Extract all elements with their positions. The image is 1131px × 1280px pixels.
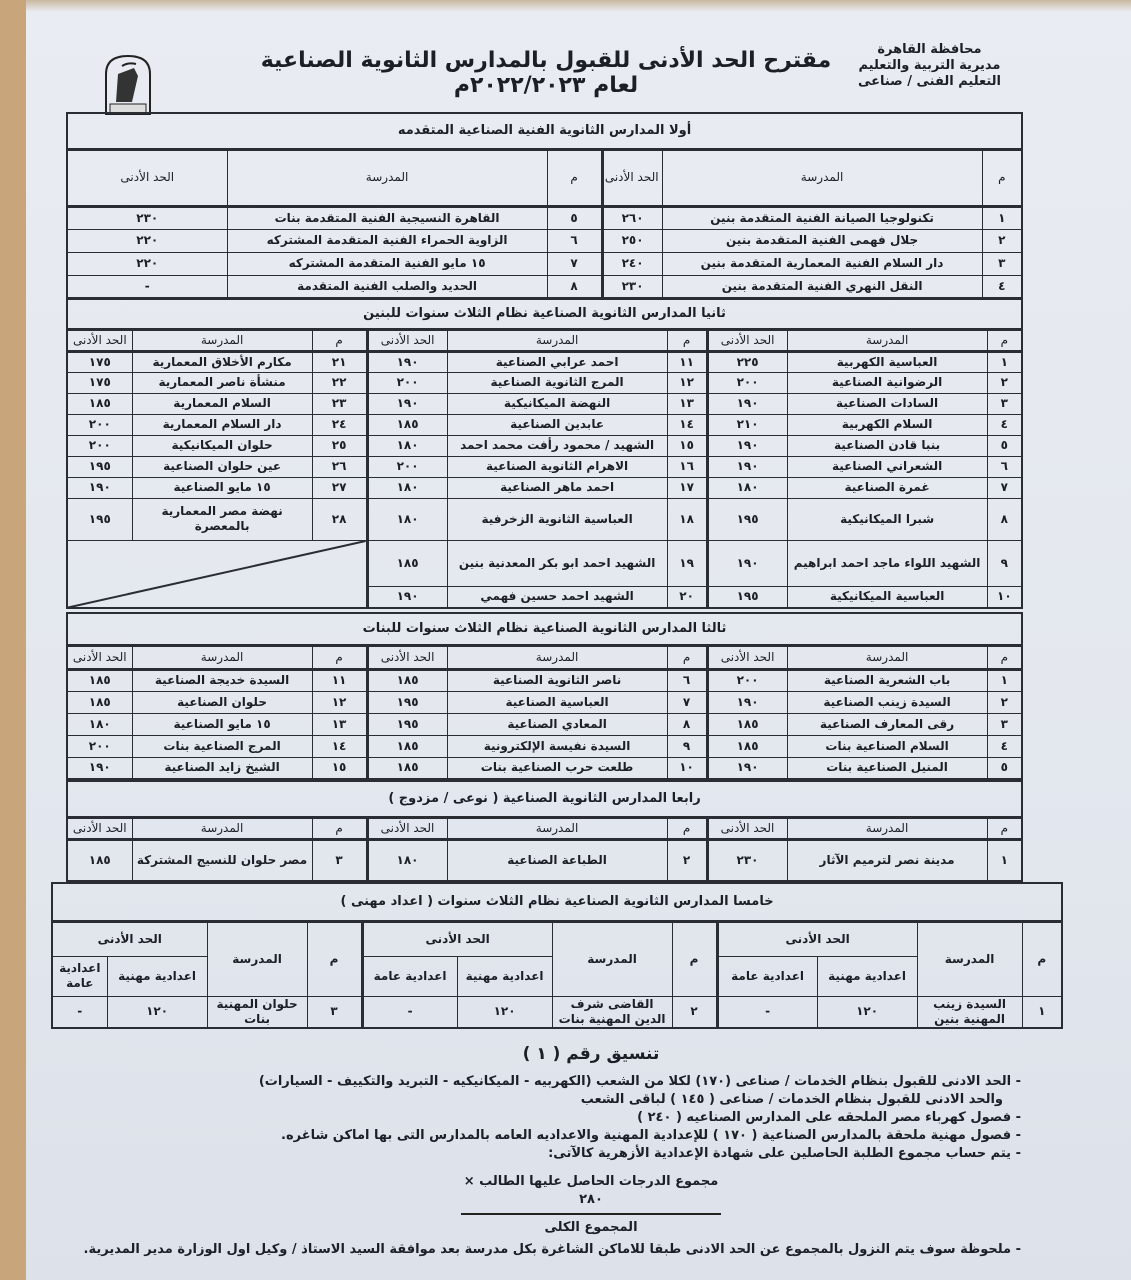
min-score-general: - bbox=[717, 996, 817, 1028]
row-number: ٢ bbox=[982, 229, 1022, 252]
min-score: ٢٠٠ bbox=[367, 456, 447, 477]
row-number: ١ bbox=[987, 669, 1022, 691]
col-header-school: المدرسة bbox=[447, 645, 667, 669]
school-name: احمد عرابي الصناعية bbox=[447, 351, 667, 372]
school-name: بنبا قادن الصناعية bbox=[787, 435, 987, 456]
min-score: ١٨٥ bbox=[367, 735, 447, 757]
col-header-num: م bbox=[547, 149, 602, 206]
school-name: ١٥ مايو الصناعية bbox=[132, 713, 312, 735]
school-name: ١٥ مايو الصناعية bbox=[132, 477, 312, 498]
school-name: منشأة ناصر المعمارية bbox=[132, 372, 312, 393]
table-row bbox=[67, 456, 1022, 477]
formula-denominator: المجموع الكلى bbox=[544, 1220, 638, 1235]
col-header-school: المدرسة bbox=[917, 921, 1022, 996]
row-number: ٣ bbox=[987, 713, 1022, 735]
min-score: ١٨٥ bbox=[707, 713, 787, 735]
min-score: ١٨٠ bbox=[67, 713, 132, 735]
col-header-num: م bbox=[987, 645, 1022, 669]
min-score: ١٨٠ bbox=[367, 839, 447, 881]
section-table-2 bbox=[66, 298, 1023, 609]
row-number: ٢٠ bbox=[667, 586, 707, 608]
col-header-school: المدرسة bbox=[447, 817, 667, 839]
row-number: ٩ bbox=[667, 735, 707, 757]
min-score: ١٧٥ bbox=[67, 351, 132, 372]
section-title-row bbox=[67, 613, 1022, 645]
cairo-governorate-logo bbox=[98, 52, 158, 118]
school-name: المنيل الصناعية بنات bbox=[787, 757, 987, 779]
school-name: المرج الثانوية الصناعية bbox=[447, 372, 667, 393]
header-row bbox=[67, 645, 1022, 669]
row-number: ٦ bbox=[547, 229, 602, 252]
row-number: ٢ bbox=[987, 691, 1022, 713]
row-number: ٢١ bbox=[312, 351, 367, 372]
row-number: ٧ bbox=[547, 252, 602, 275]
table-row bbox=[52, 996, 1062, 1028]
col-header-prep-general: اعدادية عامة bbox=[362, 956, 457, 996]
table-row bbox=[67, 414, 1022, 435]
coordination-notes bbox=[41, 1045, 1021, 1259]
school-name: دار السلام المعمارية bbox=[132, 414, 312, 435]
col-header-school: المدرسة bbox=[787, 645, 987, 669]
header-row bbox=[52, 921, 1062, 956]
school-name: عابدين الصناعية bbox=[447, 414, 667, 435]
school-name: الشيخ زايد الصناعية bbox=[132, 757, 312, 779]
col-header-min: الحد الأدنى bbox=[52, 921, 207, 956]
min-score: ١٨٠ bbox=[367, 498, 447, 540]
section-title: ثالثا المدارس الثانوية الصناعية نظام الثلاث سنوات للبنات bbox=[67, 613, 1022, 645]
table-row bbox=[67, 477, 1022, 498]
min-score: ١٨٠ bbox=[707, 477, 787, 498]
section-title: خامسا المدارس الثانوية الصناعية نظام الثلاث سنوات ( اعداد مهنى ) bbox=[52, 883, 1062, 921]
row-number: ١٥ bbox=[667, 435, 707, 456]
section-title-row bbox=[52, 883, 1062, 921]
school-name: غمرة الصناعية bbox=[787, 477, 987, 498]
col-header-min: الحد الأدنى bbox=[707, 645, 787, 669]
school-name: نهضة مصر المعمارية بالمعصرة bbox=[132, 498, 312, 540]
school-name: ١٥ مايو الفنية المتقدمة المشتركه bbox=[227, 252, 547, 275]
table-row bbox=[67, 393, 1022, 414]
col-header-min: الحد الأدنى bbox=[362, 921, 552, 956]
col-header-num: م bbox=[987, 817, 1022, 839]
min-score: ١٨٥ bbox=[367, 757, 447, 779]
row-number: ١ bbox=[987, 351, 1022, 372]
min-score: ٢٠٠ bbox=[707, 372, 787, 393]
school-name: العباسية الميكانيكية bbox=[787, 586, 987, 608]
row-number: ١٩ bbox=[667, 540, 707, 586]
school-name: مدينة نصر لترميم الآثار bbox=[787, 839, 987, 881]
note-line: والحد الادنى للقبول بنظام الخدمات / صناعى ( ١٤٥ ) لباقى الشعب bbox=[580, 1092, 1003, 1107]
section-title-row bbox=[67, 113, 1022, 149]
col-header-min: الحد الأدنى bbox=[707, 817, 787, 839]
table-row bbox=[67, 206, 1022, 229]
header-row bbox=[67, 329, 1022, 351]
school-name: السلام الصناعية بنات bbox=[787, 735, 987, 757]
table-row bbox=[67, 229, 1022, 252]
min-score: ١٩٥ bbox=[67, 498, 132, 540]
school-name: السيدة زينب الصناعية bbox=[787, 691, 987, 713]
diagonal-line bbox=[68, 541, 366, 608]
col-header-school: المدرسة bbox=[787, 329, 987, 351]
school-name: الاهرام الثانوية الصناعية bbox=[447, 456, 667, 477]
col-header-min: الحد الأدنى bbox=[67, 645, 132, 669]
table-row bbox=[67, 669, 1022, 691]
school-name: النهضة الميكانيكية bbox=[447, 393, 667, 414]
col-header-min: الحد الأدنى bbox=[717, 921, 917, 956]
table-row bbox=[67, 498, 1022, 540]
school-name: عين حلوان الصناعية bbox=[132, 456, 312, 477]
school-name: السيدة زينب المهنية بنين bbox=[917, 996, 1022, 1028]
table-row bbox=[67, 757, 1022, 779]
table-row bbox=[67, 735, 1022, 757]
min-score: ٢٦٠ bbox=[602, 206, 662, 229]
min-score: ٢٠٠ bbox=[67, 414, 132, 435]
note-line: - فصول كهرباء مصر الملحقه على المدارس الصناعيه ( ٢٤٠ ) bbox=[637, 1110, 1021, 1125]
min-score: ١٩٥ bbox=[67, 456, 132, 477]
row-number: ٤ bbox=[987, 414, 1022, 435]
school-name: الطباعة الصناعية bbox=[447, 839, 667, 881]
col-header-school: المدرسة bbox=[787, 817, 987, 839]
min-score: ٢٣٠ bbox=[707, 839, 787, 881]
school-name: السلام المعمارية bbox=[132, 393, 312, 414]
col-header-prep-general: اعدادية عامة bbox=[52, 956, 107, 996]
min-score: ١٩٥ bbox=[367, 691, 447, 713]
min-score: ١٩٠ bbox=[367, 393, 447, 414]
min-score: ١٩٠ bbox=[67, 757, 132, 779]
school-name: حلوان الميكانيكية bbox=[132, 435, 312, 456]
col-header-school: المدرسة bbox=[447, 329, 667, 351]
col-header-min: الحد الأدنى bbox=[67, 817, 132, 839]
row-number: ١٤ bbox=[667, 414, 707, 435]
table-row bbox=[67, 435, 1022, 456]
section-title-row bbox=[67, 299, 1022, 329]
row-number: ١٨ bbox=[667, 498, 707, 540]
row-number: ٢٧ bbox=[312, 477, 367, 498]
row-number: ٢ bbox=[667, 839, 707, 881]
school-name: المرج الصناعية بنات bbox=[132, 735, 312, 757]
issuer-line: محافظة القاهرة bbox=[877, 42, 982, 57]
col-header-num: م bbox=[987, 329, 1022, 351]
table-row bbox=[67, 839, 1022, 881]
row-number: ٢٤ bbox=[312, 414, 367, 435]
school-name: الزاوية الحمراء الفنية المتقدمة المشتركه bbox=[227, 229, 547, 252]
school-name: شبرا الميكانيكية bbox=[787, 498, 987, 540]
row-number: ١٠ bbox=[987, 586, 1022, 608]
row-number: ٨ bbox=[667, 713, 707, 735]
col-header-min: الحد الأدنى bbox=[67, 149, 227, 206]
col-header-num: م bbox=[672, 921, 717, 996]
school-name: الشهيد اللواء ماجد احمد ابراهيم bbox=[787, 540, 987, 586]
row-number: ٢ bbox=[987, 372, 1022, 393]
min-score: ١٨٥ bbox=[67, 839, 132, 881]
col-header-school: المدرسة bbox=[662, 149, 982, 206]
issuer-block bbox=[858, 42, 1001, 90]
col-header-min: الحد الأدنى bbox=[67, 329, 132, 351]
row-number: ٨ bbox=[547, 275, 602, 298]
row-number: ٢٨ bbox=[312, 498, 367, 540]
row-number: ٣ bbox=[982, 252, 1022, 275]
row-number: ١١ bbox=[667, 351, 707, 372]
row-number: ١٢ bbox=[312, 691, 367, 713]
row-number: ٢٥ bbox=[312, 435, 367, 456]
table-row bbox=[67, 275, 1022, 298]
empty-crossed-cell bbox=[67, 540, 367, 608]
col-header-num: م bbox=[307, 921, 362, 996]
min-score: ١٩٠ bbox=[367, 586, 447, 608]
row-number: ١٠ bbox=[667, 757, 707, 779]
min-score: ١٨٥ bbox=[367, 414, 447, 435]
row-number: ١٤ bbox=[312, 735, 367, 757]
min-score: ١٩٠ bbox=[707, 757, 787, 779]
min-score: ٢٥٠ bbox=[602, 229, 662, 252]
min-score: ١٨٥ bbox=[367, 669, 447, 691]
school-name: السيدة خديجة الصناعية bbox=[132, 669, 312, 691]
issuer-line: التعليم الفنى / صناعى bbox=[857, 74, 1001, 89]
min-score: ١٧٥ bbox=[67, 372, 132, 393]
min-score: ١٩٠ bbox=[67, 477, 132, 498]
school-name: السيدة نفيسة الإلكترونية bbox=[447, 735, 667, 757]
col-header-school: المدرسة bbox=[552, 921, 672, 996]
min-score-vocational: ١٢٠ bbox=[457, 996, 552, 1028]
school-name: مصر حلوان للنسيج المشتركة bbox=[132, 839, 312, 881]
row-number: ٧ bbox=[667, 691, 707, 713]
school-name: الشعراني الصناعية bbox=[787, 456, 987, 477]
col-header-min: الحد الأدنى bbox=[367, 329, 447, 351]
row-number: ٣ bbox=[987, 393, 1022, 414]
row-number: ١٣ bbox=[312, 713, 367, 735]
row-number: ٢ bbox=[672, 996, 717, 1028]
school-name: القاهرة النسيجية الفنية المتقدمة بنات bbox=[227, 206, 547, 229]
note-line: - يتم حساب مجموع الطلبة الحاصلين على شهادة الإعدادية الأزهرية كالآتى: bbox=[548, 1146, 1021, 1161]
min-score: ٢٤٠ bbox=[602, 252, 662, 275]
school-name: جلال فهمى الفنية المتقدمة بنين bbox=[662, 229, 982, 252]
row-number: ٥ bbox=[987, 757, 1022, 779]
min-score: ١٨٥ bbox=[67, 393, 132, 414]
row-number: ٣ bbox=[307, 996, 362, 1028]
col-header-school: المدرسة bbox=[132, 817, 312, 839]
table-row bbox=[67, 713, 1022, 735]
min-score: ١٨٠ bbox=[367, 435, 447, 456]
col-header-num: م bbox=[667, 645, 707, 669]
row-number: ١١ bbox=[312, 669, 367, 691]
row-number: ١٧ bbox=[667, 477, 707, 498]
min-score: ١٩٠ bbox=[707, 456, 787, 477]
document-title: مقترح الحد الأدنى للقبول بالمدارس الثانوية الصناعية لعام ٢٠٢٢/٢٠٢٣م bbox=[260, 48, 832, 98]
azhar-formula bbox=[211, 1173, 851, 1237]
min-score: ١٩٥ bbox=[367, 713, 447, 735]
school-name: باب الشعرية الصناعية bbox=[787, 669, 987, 691]
col-header-num: م bbox=[667, 329, 707, 351]
row-number: ١٥ bbox=[312, 757, 367, 779]
note-line: - الحد الادنى للقبول بنظام الخدمات / صناعى (١٧٠) لكلا من الشعب (الكهربيه - الميكانيكيه - التبريد والتكييف - السيارات) bbox=[258, 1074, 1021, 1089]
min-score: ٢٠٠ bbox=[67, 735, 132, 757]
row-number: ٤ bbox=[987, 735, 1022, 757]
row-number: ٩ bbox=[987, 540, 1022, 586]
note-line: - فصول مهنية ملحقة بالمدارس الصناعية ( ١٧٠ ) للإعدادية المهنية والاعداديه العامه بالمدارس التى بها اماكن شاغره. bbox=[281, 1128, 1021, 1143]
row-number: ١ bbox=[982, 206, 1022, 229]
school-name: الرضوانية الصناعية bbox=[787, 372, 987, 393]
school-name: العباسية الصناعية bbox=[447, 691, 667, 713]
section-title: ثانيا المدارس الثانوية الصناعية نظام الثلاث سنوات للبنين bbox=[67, 299, 1022, 329]
col-header-school: المدرسة bbox=[227, 149, 547, 206]
notes-title: تنسيق رقم ( ١ ) bbox=[522, 1044, 660, 1064]
table-row bbox=[67, 372, 1022, 393]
min-score: ١٩٠ bbox=[707, 435, 787, 456]
school-name: الشهيد / محمود رأفت محمد احمد bbox=[447, 435, 667, 456]
row-number: ٥ bbox=[547, 206, 602, 229]
formula-numerator: مجموع الدرجات الحاصل عليها الطالب × ٢٨٠ bbox=[461, 1173, 721, 1215]
table-row bbox=[67, 691, 1022, 713]
school-name: الشهيد احمد ابو بكر المعدنية بنين bbox=[447, 540, 667, 586]
col-header-prep-general: اعدادية عامة bbox=[717, 956, 817, 996]
school-name: السادات الصناعية bbox=[787, 393, 987, 414]
section-table-1 bbox=[66, 112, 1023, 299]
school-name: حلوان الصناعية bbox=[132, 691, 312, 713]
min-score: ٢٢٠ bbox=[67, 229, 227, 252]
min-score: ٢٢٠ bbox=[67, 252, 227, 275]
school-name: الشهيد احمد حسين فهمي bbox=[447, 586, 667, 608]
col-header-school: المدرسة bbox=[132, 329, 312, 351]
min-score: ٢٣٠ bbox=[602, 275, 662, 298]
col-header-num: م bbox=[312, 329, 367, 351]
row-number: ٨ bbox=[987, 498, 1022, 540]
school-name: تكنولوجيا الصيانة الفنية المتقدمة بنين bbox=[662, 206, 982, 229]
col-header-prep-vocational: اعدادية مهنية bbox=[817, 956, 917, 996]
row-number: ٦ bbox=[667, 669, 707, 691]
row-number: ٣ bbox=[312, 839, 367, 881]
table-row bbox=[67, 252, 1022, 275]
school-name: طلعت حرب الصناعية بنات bbox=[447, 757, 667, 779]
min-score: ٢٢٥ bbox=[707, 351, 787, 372]
section-title: رابعا المدارس الثانوية الصناعية ( نوعى / مزدوج ) bbox=[67, 781, 1022, 817]
col-header-min: الحد الأدنى bbox=[367, 817, 447, 839]
row-number: ١ bbox=[987, 839, 1022, 881]
row-number: ٢٦ bbox=[312, 456, 367, 477]
min-score-vocational: ١٢٠ bbox=[107, 996, 207, 1028]
row-number: ١٣ bbox=[667, 393, 707, 414]
min-score: ١٨٠ bbox=[367, 477, 447, 498]
min-score-vocational: ١٢٠ bbox=[817, 996, 917, 1028]
school-name: النقل النهري الفنية المتقدمة بنين bbox=[662, 275, 982, 298]
min-score: ٢٠٠ bbox=[367, 372, 447, 393]
table-row bbox=[67, 351, 1022, 372]
document-page bbox=[26, 0, 1131, 1280]
school-name: القاضى شرف الدين المهنية بنات bbox=[552, 996, 672, 1028]
row-number: ٤ bbox=[982, 275, 1022, 298]
issuer-line: مديرية التربية والتعليم bbox=[858, 58, 1001, 73]
school-name: مكارم الأخلاق المعمارية bbox=[132, 351, 312, 372]
section-table-3 bbox=[66, 612, 1023, 780]
col-header-num: م bbox=[312, 817, 367, 839]
min-score: ١٩٠ bbox=[707, 691, 787, 713]
row-number: ١٦ bbox=[667, 456, 707, 477]
col-header-num: م bbox=[982, 149, 1022, 206]
min-score: ٢٠٠ bbox=[67, 435, 132, 456]
row-number: ٧ bbox=[987, 477, 1022, 498]
paper-edge bbox=[26, 0, 1131, 12]
row-number: ٦ bbox=[987, 456, 1022, 477]
school-name: ناصر الثانوية الصناعية bbox=[447, 669, 667, 691]
row-number: ٢٢ bbox=[312, 372, 367, 393]
min-score: ١٩٥ bbox=[707, 586, 787, 608]
col-header-prep-vocational: اعدادية مهنية bbox=[457, 956, 552, 996]
section-table-5 bbox=[51, 882, 1063, 1029]
table-row bbox=[67, 540, 1022, 586]
min-score: ١٨٥ bbox=[367, 540, 447, 586]
min-score: ١٩٠ bbox=[707, 393, 787, 414]
col-header-min: الحد الأدنى bbox=[707, 329, 787, 351]
row-number: ١٢ bbox=[667, 372, 707, 393]
school-name: رقى المعارف الصناعية bbox=[787, 713, 987, 735]
min-score: ٢١٠ bbox=[707, 414, 787, 435]
min-score: ١٨٥ bbox=[707, 735, 787, 757]
school-name: حلوان المهنية بنات bbox=[207, 996, 307, 1028]
remark-line: - ملحوظة سوف يتم النزول بالمجموع عن الحد الادنى طبقا للاماكن الشاغرة بكل مدرسة بعد موافقة السيد الاستاذ / وكيل اول الوزارة مدير المديرية. bbox=[83, 1242, 1021, 1257]
header-row bbox=[67, 817, 1022, 839]
min-score: - bbox=[67, 275, 227, 298]
col-header-school: المدرسة bbox=[132, 645, 312, 669]
min-score: ١٨٥ bbox=[67, 669, 132, 691]
row-number: ١ bbox=[1022, 996, 1062, 1028]
section-title-row bbox=[67, 781, 1022, 817]
row-number: ٥ bbox=[987, 435, 1022, 456]
min-score: ١٨٥ bbox=[67, 691, 132, 713]
col-header-min: الحد الأدنى bbox=[367, 645, 447, 669]
col-header-num: م bbox=[1022, 921, 1062, 996]
school-name: العباسية الثانوية الزخرفية bbox=[447, 498, 667, 540]
school-name: السلام الكهربية bbox=[787, 414, 987, 435]
col-header-num: م bbox=[312, 645, 367, 669]
school-name: العباسية الكهربية bbox=[787, 351, 987, 372]
col-header-prep-vocational: اعدادية مهنية bbox=[107, 956, 207, 996]
school-name: المعادي الصناعية bbox=[447, 713, 667, 735]
min-score: ١٩٠ bbox=[367, 351, 447, 372]
section-table-4 bbox=[66, 780, 1023, 882]
header-row bbox=[67, 149, 1022, 206]
school-name: الحديد والصلب الفنية المتقدمة bbox=[227, 275, 547, 298]
section-title: أولا المدارس الثانوية الفنية الصناعية المتقدمه bbox=[67, 113, 1022, 149]
min-score-general: - bbox=[362, 996, 457, 1028]
min-score: ١٩٥ bbox=[707, 498, 787, 540]
col-header-min: الحد الأدنى bbox=[602, 149, 662, 206]
school-name: دار السلام الفنية المعمارية المتقدمة بنين bbox=[662, 252, 982, 275]
min-score: ١٩٠ bbox=[707, 540, 787, 586]
min-score: ٢٠٠ bbox=[707, 669, 787, 691]
school-name: احمد ماهر الصناعية bbox=[447, 477, 667, 498]
col-header-num: م bbox=[667, 817, 707, 839]
row-number: ٢٣ bbox=[312, 393, 367, 414]
min-score-general: - bbox=[52, 996, 107, 1028]
min-score: ٢٣٠ bbox=[67, 206, 227, 229]
col-header-school: المدرسة bbox=[207, 921, 307, 996]
